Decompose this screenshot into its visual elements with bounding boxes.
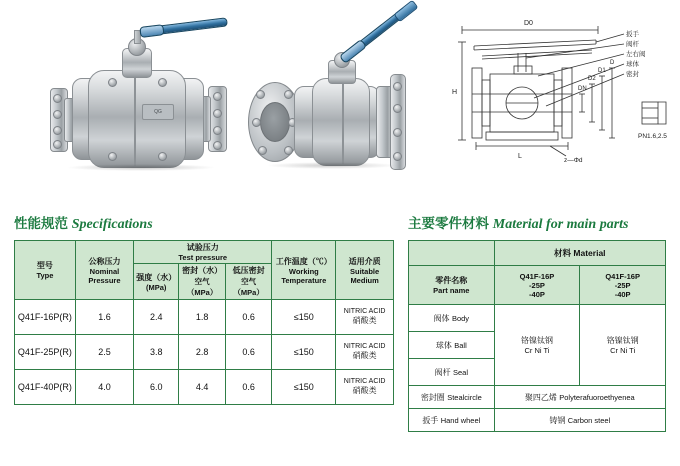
table-row [409, 409, 666, 432]
cell-material-col2: 铬镍钛钢 Cr Ni Ti [580, 305, 666, 386]
header-strength: 强度（水） (MPa) [134, 264, 179, 300]
cell-seal: 4.4 [179, 370, 226, 405]
table-header-row [15, 241, 394, 264]
cell-temp: ≤150 [272, 300, 336, 335]
cell-lowseal: 0.6 [225, 370, 272, 405]
specifications-table [14, 240, 394, 405]
cell-part-name: 阀杆 Seal [409, 359, 495, 386]
material-header-blank [409, 241, 495, 266]
cell-part-name: 阀体 Body [409, 305, 495, 332]
cell-lowseal: 0.6 [225, 300, 272, 335]
callout-3: 球体 [626, 61, 639, 68]
material-table [408, 240, 666, 432]
cell-nominal: 4.0 [75, 370, 133, 405]
dim-d: D [610, 60, 615, 66]
callout-4: 密封 [626, 71, 639, 78]
dim-z-phi-d: z—Φd [564, 157, 583, 164]
cell-material-seal: 聚四乙烯 Polyterafuoroethyenea [494, 386, 665, 409]
cell-material-handwheel: 铸钢 Carbon steel [494, 409, 665, 432]
material-header-partname: 零件名称 Part name [409, 266, 495, 305]
material-title-en: Material for main parts [492, 217, 629, 232]
technical-drawing [446, 6, 678, 190]
product-photo-flanged-valve: QG [48, 26, 238, 176]
material-header-material: 材料 Material [494, 241, 665, 266]
material-title [408, 212, 629, 233]
header-working-temperature: 工作温度（℃） Working Temperature [272, 241, 336, 300]
label-pn: PN1.6,2.5 [638, 133, 667, 140]
specifications-title [14, 212, 153, 233]
cell-medium: NITRIC ACID 硝酸类 [336, 335, 394, 370]
cell-strength: 6.0 [134, 370, 179, 405]
header-low-pressure-seal: 低压密封 空气（MPa） [225, 264, 272, 300]
callout-2: 左右阀 [626, 51, 646, 58]
material-header-col1: Q41F-16P -25P -40P [494, 266, 580, 305]
table-row [15, 300, 394, 335]
cell-seal: 1.8 [179, 300, 226, 335]
material-header-col2: Q41F-16P -25P -40P [580, 266, 666, 305]
cell-nominal: 2.5 [75, 335, 133, 370]
table-row [15, 335, 394, 370]
table-subheader-row [409, 266, 666, 305]
cell-type: Q41F-40P(R) [15, 370, 76, 405]
cell-strength: 2.4 [134, 300, 179, 335]
cell-part-name: 密封圈 Stealcircle [409, 386, 495, 409]
callout-1: 阀杆 [626, 41, 639, 48]
cell-lowseal: 0.6 [225, 335, 272, 370]
header-seal: 密封（水） 空气（MPa） [179, 264, 226, 300]
dim-d0: D0 [524, 20, 533, 27]
table-row [15, 370, 394, 405]
product-photo-lever-valve [246, 30, 426, 178]
cell-part-name: 球体 Ball [409, 332, 495, 359]
cell-nominal: 1.6 [75, 300, 133, 335]
header-suitable-medium: 适用介质 Suitable Medium [336, 241, 394, 300]
cell-medium: NITRIC ACID 硝酸类 [336, 300, 394, 335]
dim-h: H [452, 89, 458, 96]
header-test-pressure: 试验压力 Test pressure [134, 241, 272, 264]
table-header-row [409, 241, 666, 266]
table-row [409, 386, 666, 409]
dim-d2: D2 [588, 76, 596, 82]
specifications-title-en: Specifications [71, 217, 153, 232]
specifications-title-cn: 性能规范 [14, 216, 68, 231]
cell-temp: ≤150 [272, 335, 336, 370]
header-nominal-pressure: 公称压力 Nominal Pressure [75, 241, 133, 300]
cell-temp: ≤150 [272, 370, 336, 405]
cell-material-col1: 铬镍钛钢 Cr Ni Ti [494, 305, 580, 386]
dim-d1: D1 [598, 68, 606, 74]
cell-type: Q41F-16P(R) [15, 300, 76, 335]
header-type: 型号 Type [15, 241, 76, 300]
dim-l: L [518, 153, 522, 160]
material-title-cn: 主要零件材料 [408, 216, 489, 231]
cell-seal: 2.8 [179, 335, 226, 370]
table-row [409, 305, 666, 332]
cell-strength: 3.8 [134, 335, 179, 370]
cell-type: Q41F-25P(R) [15, 335, 76, 370]
cell-medium: NITRIC ACID 硝酸类 [336, 370, 394, 405]
cell-part-name: 扳手 Hand wheel [409, 409, 495, 432]
callout-0: 扳手 [626, 31, 639, 38]
dim-dn: DN [578, 86, 587, 92]
